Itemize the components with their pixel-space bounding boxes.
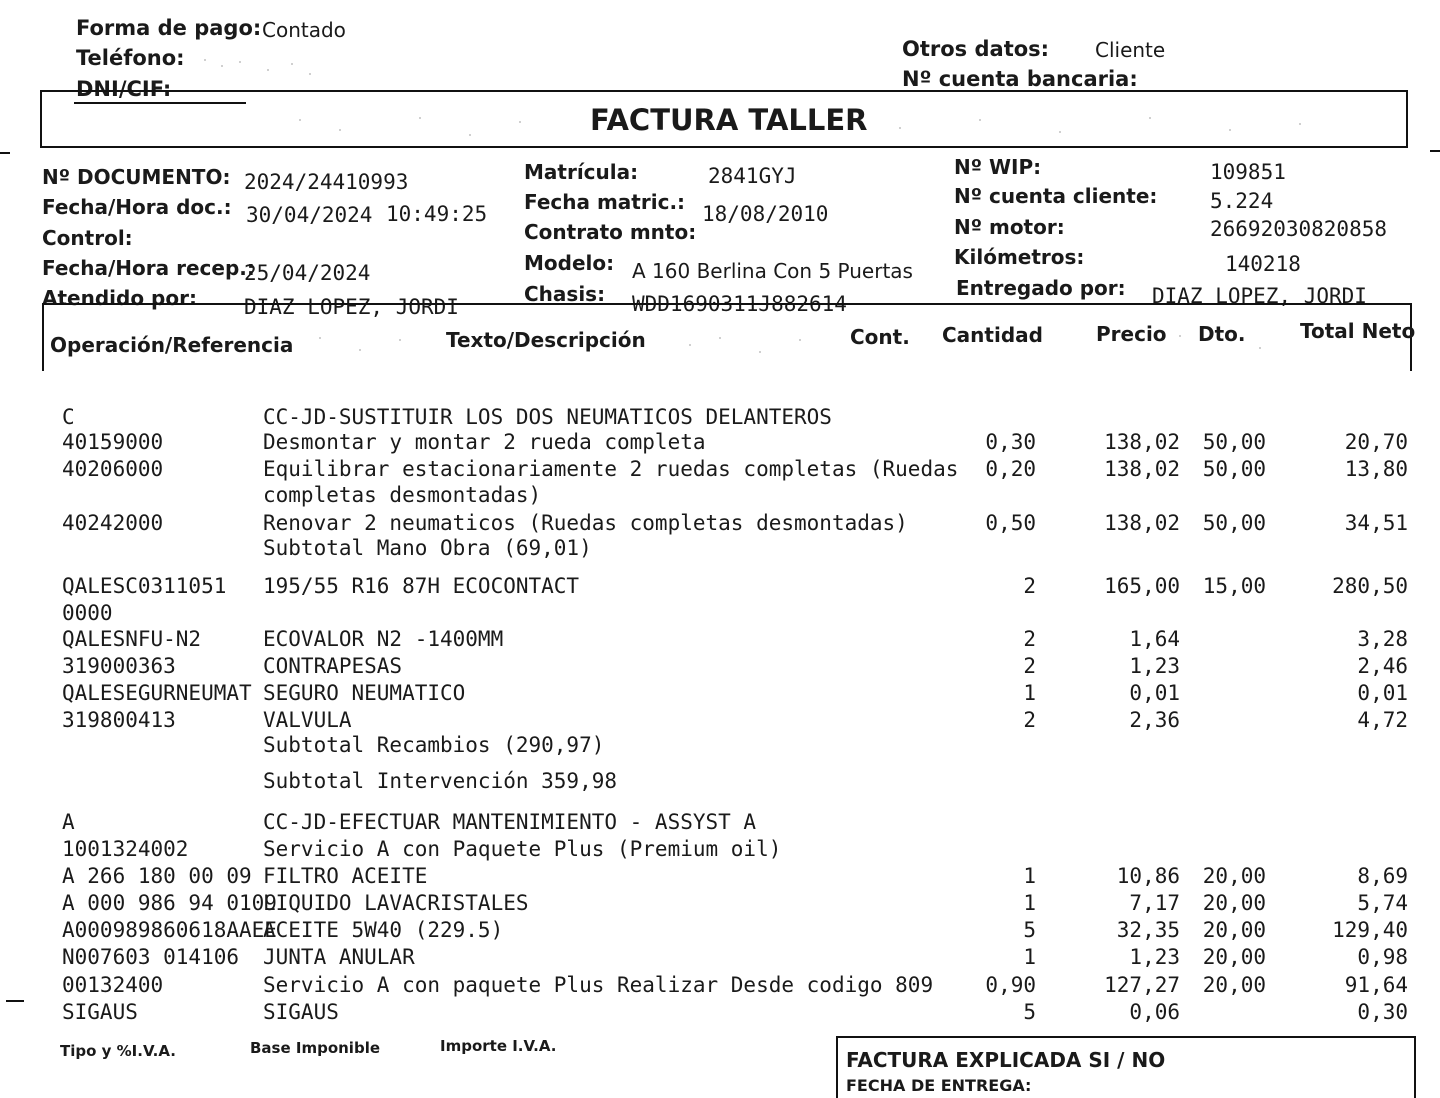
row-qty: 1 [1023, 681, 1036, 705]
row-total: 34,51 [1344, 511, 1408, 535]
row-total: 5,74 [1357, 891, 1408, 915]
row-price: 1,23 [1129, 654, 1180, 678]
row-desc: Servicio A con Paquete Plus (Premium oil) [263, 837, 782, 861]
control-label: Control: [42, 226, 133, 250]
fecha-matric-value: 18/08/2010 [702, 202, 829, 226]
row-price: 2,36 [1129, 708, 1180, 732]
row-qty: 2 [1023, 574, 1036, 598]
forma-pago-value: Contado [262, 18, 346, 42]
row-dto: 50,00 [1202, 430, 1266, 454]
row-total: 0,01 [1357, 681, 1408, 705]
row-desc: Subtotal Mano Obra (69,01) [263, 536, 592, 560]
row-desc: ECOVALOR N2 -1400MM [263, 627, 504, 651]
table-row [0, 947, 1440, 971]
row-qty: 0,50 [985, 511, 1036, 535]
row-dto: 20,00 [1202, 918, 1266, 942]
row-total: 91,64 [1344, 973, 1408, 997]
row-ref: 319800413 [62, 708, 176, 732]
row-qty: 0,20 [985, 457, 1036, 481]
table-row [0, 812, 1440, 836]
wip-value: 109851 [1210, 160, 1286, 184]
matricula-value: 2841GYJ [708, 164, 797, 188]
row-total: 129,40 [1332, 918, 1408, 942]
contrato-label: Contrato mnto: [524, 220, 697, 244]
table-row [0, 629, 1440, 653]
row-desc: CONTRAPESAS [263, 654, 403, 678]
cuenta-cliente-value: 5.224 [1210, 189, 1274, 213]
row-desc: ACEITE 5W40 (229.5) [263, 918, 504, 942]
fecha-recep-label: Fecha/Hora recep.: [42, 256, 255, 280]
fecha-doc-time: 10:49:25 [386, 202, 488, 226]
table-row [0, 603, 1440, 627]
row-desc: Subtotal Recambios (290,97) [263, 733, 605, 757]
fecha-recep-value: 25/04/2024 [244, 261, 371, 285]
row-qty: 0,30 [985, 430, 1036, 454]
documento-label: Nº DOCUMENTO: [42, 165, 231, 189]
importe-iva-label: Importe I.V.A. [440, 1037, 557, 1055]
row-qty: 2 [1023, 708, 1036, 732]
row-ref: 00132400 [62, 973, 164, 997]
row-ref: QALESEGURNEUMAT [62, 681, 252, 705]
motor-value: 26692030820858 [1210, 217, 1388, 241]
row-dto: 20,00 [1202, 891, 1266, 915]
table-row [0, 866, 1440, 890]
table-row [0, 975, 1440, 999]
documento-value: 2024/24410993 [244, 170, 409, 194]
row-price: 1,23 [1129, 945, 1180, 969]
row-desc: FILTRO ACEITE [263, 864, 428, 888]
row-total: 2,46 [1357, 654, 1408, 678]
cuenta-bancaria-label: Nº cuenta bancaria: [902, 67, 1138, 91]
table-row [0, 656, 1440, 680]
row-total: 20,70 [1344, 430, 1408, 454]
fecha-entrega-label: FECHA DE ENTREGA: [846, 1076, 1032, 1095]
row-desc: JUNTA ANULAR [263, 945, 415, 969]
row-desc: SEGURO NEUMATICO [263, 681, 466, 705]
row-ref: 0000 [62, 601, 113, 625]
row-qty: 1 [1023, 945, 1036, 969]
entregado-label: Entregado por: [956, 276, 1126, 300]
row-desc: Renovar 2 neumaticos (Ruedas completas desmontadas) [263, 511, 908, 535]
row-total: 0,30 [1357, 1000, 1408, 1024]
row-desc: LIQUIDO LAVACRISTALES [263, 891, 529, 915]
row-total: 4,72 [1357, 708, 1408, 732]
motor-label: Nº motor: [954, 215, 1065, 239]
row-ref: QALESNFU-N2 [62, 627, 202, 651]
wip-label: Nº WIP: [954, 155, 1042, 179]
row-ref: N007603 014106 [62, 945, 240, 969]
row-qty: 2 [1023, 654, 1036, 678]
row-desc: CC-JD-SUSTITUIR LOS DOS NEUMATICOS DELANTEROS [263, 405, 832, 429]
row-ref: A 266 180 00 09 [62, 864, 252, 888]
otros-datos-label: Otros datos: [902, 37, 1050, 61]
row-desc: Desmontar y montar 2 rueda completa [263, 430, 706, 454]
row-desc: Equilibrar estacionariamente 2 ruedas completas (Ruedas [263, 457, 959, 481]
table-row [0, 710, 1440, 734]
dni-label: DNI/CIF: [76, 77, 172, 101]
forma-pago-label: Forma de pago: [76, 16, 262, 40]
table-row [0, 839, 1440, 863]
row-desc: 195/55 R16 87H ECOCONTACT [263, 574, 580, 598]
telefono-label: Teléfono: [76, 46, 185, 70]
kilometros-label: Kilómetros: [954, 245, 1085, 269]
row-ref: 319000363 [62, 654, 176, 678]
row-qty: 0,90 [985, 973, 1036, 997]
header-cont: Cont. [850, 325, 910, 349]
table-row [0, 432, 1440, 456]
row-qty: 5 [1023, 1000, 1036, 1024]
row-desc: completas desmontadas) [263, 483, 542, 507]
page-title: FACTURA TALLER [590, 103, 868, 137]
entregado-value: DIAZ LOPEZ, JORDI [1152, 284, 1367, 308]
row-total: 280,50 [1332, 574, 1408, 598]
fecha-matric-label: Fecha matric.: [524, 190, 686, 214]
margin-mark-top-left [0, 152, 10, 154]
header-dto: Dto. [1198, 322, 1246, 346]
margin-mark-top-right [1430, 150, 1440, 152]
row-ref: 1001324002 [62, 837, 189, 861]
row-qty: 5 [1023, 918, 1036, 942]
row-price: 138,02 [1104, 457, 1180, 481]
row-desc: VALVULA [263, 708, 352, 732]
row-desc: CC-JD-EFECTUAR MANTENIMIENTO - ASSYST A [263, 810, 757, 834]
modelo-value: A 160 Berlina Con 5 Puertas [632, 259, 913, 283]
atendido-label: Atendido por: [42, 286, 197, 310]
row-ref: A [62, 810, 75, 834]
table-row [0, 538, 1440, 562]
cuenta-cliente-label: Nº cuenta cliente: [954, 184, 1158, 208]
tipo-iva-label: Tipo y %I.V.A. [60, 1042, 176, 1060]
table-row [0, 407, 1440, 431]
row-desc: Servicio A con paquete Plus Realizar Desde codigo 809 [263, 973, 934, 997]
header-cantidad: Cantidad [942, 323, 1043, 347]
table-row [0, 459, 1440, 483]
header-texto: Texto/Descripción [446, 328, 646, 352]
chasis-label: Chasis: [524, 282, 606, 306]
table-row [0, 513, 1440, 537]
title-box [40, 90, 1408, 148]
row-total: 8,69 [1357, 864, 1408, 888]
atendido-value: DIAZ LOPEZ, JORDI [244, 295, 459, 319]
base-imponible-label: Base Imponible [250, 1039, 381, 1057]
otros-datos-value: Cliente [1095, 38, 1166, 62]
header-total: Total Neto [1300, 319, 1416, 343]
row-total: 3,28 [1357, 627, 1408, 651]
row-desc: Subtotal Intervención 359,98 [263, 769, 618, 793]
row-ref: QALESC0311051 [62, 574, 227, 598]
fecha-doc-date: 30/04/2024 [246, 203, 373, 227]
row-price: 138,02 [1104, 430, 1180, 454]
modelo-label: Modelo: [524, 251, 615, 275]
row-price: 138,02 [1104, 511, 1180, 535]
explicada-box [836, 1036, 1416, 1098]
table-header [42, 303, 1416, 371]
row-qty: 2 [1023, 627, 1036, 651]
row-price: 127,27 [1104, 973, 1180, 997]
row-dto: 50,00 [1202, 457, 1266, 481]
row-desc: SIGAUS [263, 1000, 339, 1024]
row-price: 7,17 [1129, 891, 1180, 915]
table-row [0, 893, 1440, 917]
row-price: 10,86 [1116, 864, 1180, 888]
matricula-label: Matrícula: [524, 160, 639, 184]
table-row [0, 683, 1440, 707]
row-ref: 40242000 [62, 511, 164, 535]
row-ref: C [62, 405, 75, 429]
row-price: 165,00 [1104, 574, 1180, 598]
row-ref: A000989860618AAEE [62, 918, 277, 942]
table-row [0, 771, 1440, 795]
fecha-doc-label: Fecha/Hora doc.: [42, 195, 232, 219]
table-row [0, 485, 1440, 509]
row-total: 13,80 [1344, 457, 1408, 481]
row-qty: 1 [1023, 891, 1036, 915]
row-price: 0,01 [1129, 681, 1180, 705]
row-price: 1,64 [1129, 627, 1180, 651]
row-total: 0,98 [1357, 945, 1408, 969]
row-price: 0,06 [1129, 1000, 1180, 1024]
header-precio: Precio [1096, 322, 1167, 346]
table-row [0, 576, 1440, 600]
kilometros-value: 140218 [1225, 252, 1301, 276]
row-price: 32,35 [1116, 918, 1180, 942]
row-dto: 20,00 [1202, 973, 1266, 997]
table-row [0, 920, 1440, 944]
table-row [0, 735, 1440, 759]
row-ref: 40159000 [62, 430, 164, 454]
chasis-value: WDD1690311J882614 [632, 292, 847, 316]
row-ref: 40206000 [62, 457, 164, 481]
row-ref: SIGAUS [62, 1000, 138, 1024]
row-ref: A 000 986 94 0109 [62, 891, 277, 915]
table-row [0, 1002, 1440, 1026]
row-dto: 50,00 [1202, 511, 1266, 535]
header-operacion: Operación/Referencia [50, 333, 294, 357]
row-dto: 15,00 [1202, 574, 1266, 598]
row-dto: 20,00 [1202, 864, 1266, 888]
factura-explicada: FACTURA EXPLICADA SI / NO [846, 1048, 1166, 1072]
row-qty: 1 [1023, 864, 1036, 888]
row-dto: 20,00 [1202, 945, 1266, 969]
